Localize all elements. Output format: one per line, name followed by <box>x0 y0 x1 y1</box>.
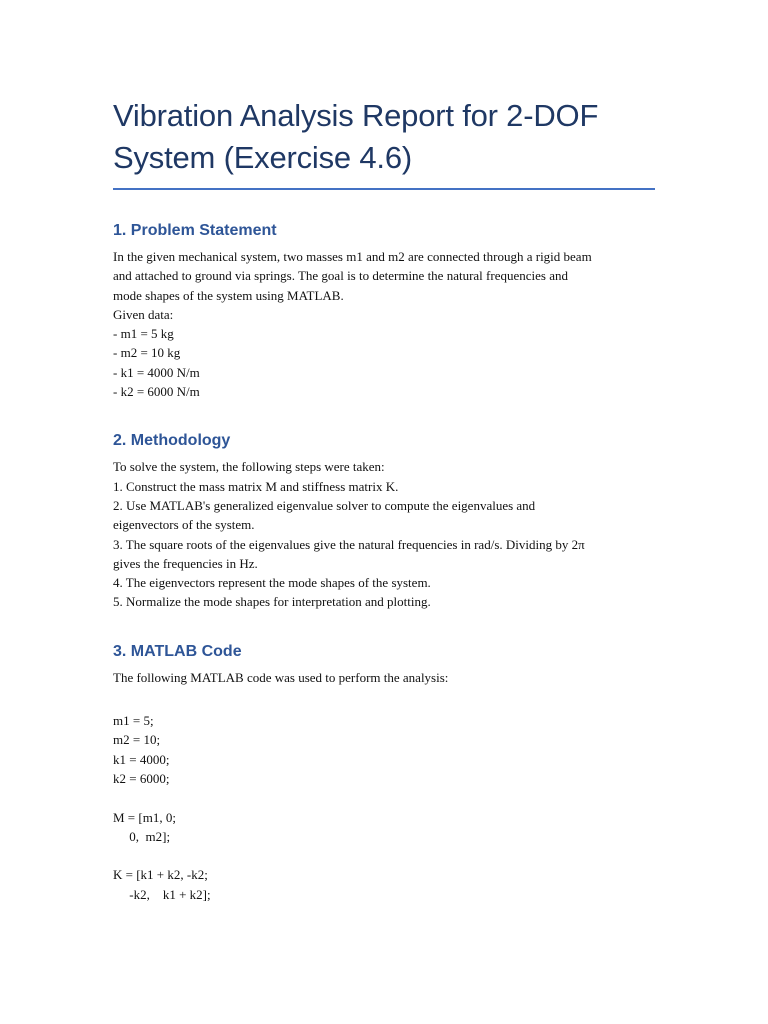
section-heading: 2. Methodology <box>113 432 231 450</box>
code-block <box>113 711 655 904</box>
code-line: m2 = 10; <box>113 732 161 748</box>
section-matlab-code <box>113 642 655 904</box>
code-line <box>113 846 655 865</box>
text-line: To solve the system, the following steps were taken: <box>113 459 385 475</box>
text-line: mode shapes of the system using MATLAB. <box>113 287 344 303</box>
text-line: gives the frequencies in Hz. <box>113 555 258 571</box>
section-body <box>113 457 655 611</box>
title-line-2: System (Exercise 4.6) <box>113 140 412 175</box>
code-line: M = [m1, 0; <box>113 809 176 825</box>
list-item: - m2 = 10 kg <box>113 345 181 361</box>
code-line: k2 = 6000; <box>113 770 170 786</box>
text-line: The following MATLAB code was used to perform the analysis: <box>113 669 449 685</box>
list-item: - k1 = 4000 N/m <box>113 364 200 380</box>
code-line: K = [k1 + k2, -k2; <box>113 867 208 883</box>
section-problem-statement <box>113 221 655 401</box>
document-title <box>113 95 655 179</box>
list-item: - m1 = 5 kg <box>113 326 174 342</box>
list-item: 1. Construct the mass matrix M and stiffness matrix K. <box>113 478 399 494</box>
section-methodology <box>113 431 655 611</box>
list-item: 2. Use MATLAB's generalized eigenvalue solver to compute the eigenvalues and <box>113 497 536 513</box>
list-item: 3. The square roots of the eigenvalues give the natural frequencies in rad/s. Dividing by 2π <box>113 536 585 552</box>
code-line <box>113 788 655 807</box>
code-line: -k2, k1 + k2]; <box>113 886 211 902</box>
list-item: - k2 = 6000 N/m <box>113 384 200 400</box>
title-line-1: Vibration Analysis Report for 2-DOF <box>113 98 599 133</box>
list-item: 4. The eigenvectors represent the mode shapes of the system. <box>113 575 431 591</box>
code-line: 0, m2]; <box>113 828 171 844</box>
section-heading: 3. MATLAB Code <box>113 642 242 660</box>
text-line: In the given mechanical system, two masses m1 and m2 are connected through a rigid beam <box>113 249 592 264</box>
text-line: and attached to ground via springs. The goal is to determine the natural frequencies and <box>113 268 568 284</box>
section-body <box>113 247 655 401</box>
code-line: m1 = 5; <box>113 713 154 729</box>
text-line: eigenvectors of the system. <box>113 517 255 533</box>
section-heading: 1. Problem Statement <box>113 222 277 239</box>
title-divider <box>113 188 655 190</box>
code-line: k1 = 4000; <box>113 751 170 767</box>
section-body <box>113 668 655 687</box>
list-item: 5. Normalize the mode shapes for interpretation and plotting. <box>113 594 431 610</box>
text-line: Given data: <box>113 306 174 322</box>
document-page <box>113 95 655 904</box>
